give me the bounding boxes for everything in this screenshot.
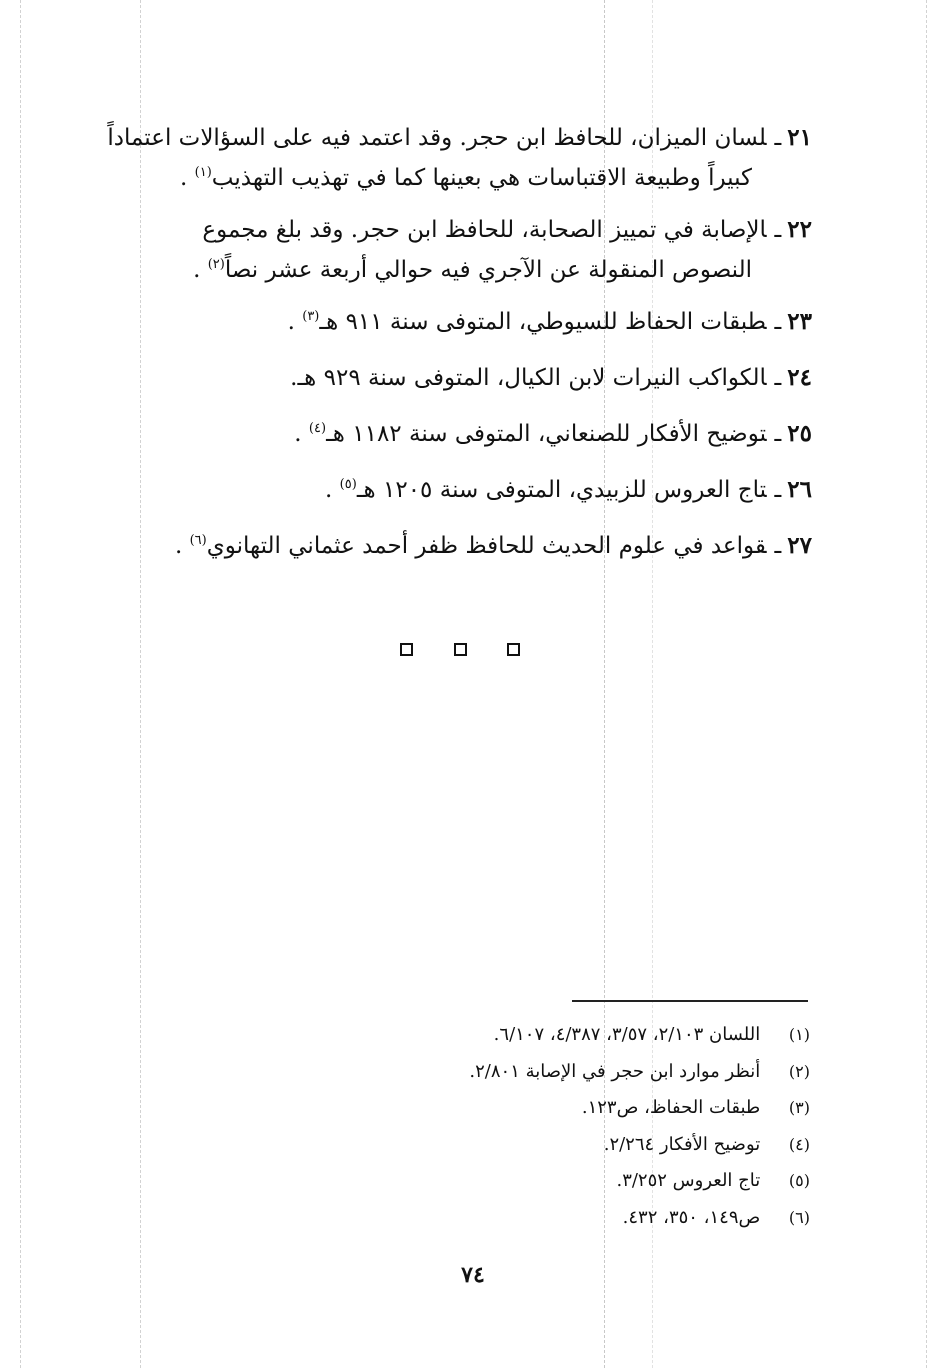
footnote-text: طبقات الحفاظ، ص١٢٣. — [581, 1097, 761, 1118]
list-item-24 — [104, 358, 812, 414]
item-text: الإصابة في تمييز الصحابة، للحافظ ابن حجر. وقد بلغ مجموع — [202, 217, 767, 243]
footnote-text: تاج العروس ٣/٢٥٢. — [616, 1170, 761, 1191]
hollow-square-icon — [507, 643, 520, 656]
list-item-26 — [104, 470, 812, 526]
item-continuation — [104, 158, 752, 198]
scan-guide-line — [926, 0, 927, 1368]
item-number: ٢١ — [787, 124, 812, 151]
item-dash: ـ — [774, 533, 782, 559]
item-dash: ـ — [774, 217, 782, 243]
footnote-6 — [300, 1200, 810, 1237]
item-number: ٢٣ — [787, 308, 812, 335]
footnote-marker[interactable]: (١) — [194, 165, 212, 180]
item-end-mark: . — [174, 533, 183, 559]
item-text: النصوص المنقولة عن الآجري فيه حوالي أربعة عشر نصاً — [224, 257, 752, 283]
item-text: كبيراً وطبيعة الاقتباسات هي بعينها كما في تهذيب التهذيب — [211, 165, 752, 191]
footnote-marker[interactable]: (٥) — [339, 477, 357, 492]
main-text — [104, 118, 812, 582]
footnote-marker[interactable]: (٢) — [207, 257, 225, 272]
footnote-5 — [300, 1163, 810, 1200]
footnote-4 — [300, 1127, 810, 1164]
list-item-23 — [104, 302, 812, 358]
footnote-marker[interactable]: (٣) — [302, 309, 320, 324]
footnote-marker[interactable]: (٤) — [308, 421, 327, 436]
item-dash: ـ — [774, 421, 782, 447]
hollow-square-icon — [454, 643, 467, 656]
item-number: ٢٦ — [787, 476, 812, 503]
footnote-number: (٣) — [788, 1098, 810, 1117]
item-dash: ـ — [774, 125, 782, 151]
footnote-number: (٢) — [788, 1061, 810, 1081]
item-dash: ـ — [774, 365, 782, 391]
footnote-2 — [300, 1054, 810, 1091]
item-end-mark: . — [287, 309, 295, 335]
footnote-1 — [300, 1017, 810, 1054]
item-end-mark: . — [193, 257, 201, 283]
footnote-marker[interactable]: (٦) — [189, 533, 207, 548]
list-item-25 — [104, 414, 812, 470]
footnote-number: (٥) — [788, 1171, 810, 1190]
list-item-21 — [104, 118, 812, 210]
item-text: طبقات الحفاظ للسيوطي، المتوفى سنة ٩١١ هـ — [319, 309, 767, 335]
footnote-number: (١) — [788, 1025, 810, 1044]
footnote-number: (٦) — [788, 1207, 810, 1227]
item-dash: ـ — [774, 309, 782, 335]
list-item-27 — [104, 526, 812, 582]
item-number: ٢٥ — [787, 420, 812, 447]
item-end-mark: . — [325, 477, 333, 503]
footnote-text: توضيح الأفكار ٢/٢٦٤. — [603, 1133, 761, 1155]
item-end-mark: . — [294, 421, 302, 447]
item-dash: ـ — [774, 477, 782, 503]
footnote-text: ص١٤٩، ٣٥٠، ٤٣٢. — [622, 1206, 761, 1228]
item-text: قواعد في علوم الحديث للحافظ ظفر أحمد عثماني التهانوي — [206, 533, 767, 559]
list-item-22 — [104, 210, 812, 302]
item-end-mark: . — [290, 365, 298, 391]
page-number: ٧٤ — [461, 1262, 485, 1288]
scan-guide-line — [20, 0, 21, 1368]
item-text: لسان الميزان، للحافظ ابن حجر. وقد اعتمد فيه على السؤالات اعتماداً — [107, 125, 767, 151]
footnote-3 — [300, 1090, 810, 1127]
footnote-number: (٤) — [788, 1134, 810, 1154]
hollow-square-icon — [400, 643, 413, 656]
footnote-divider — [572, 1000, 808, 1002]
item-number: ٢٧ — [787, 532, 812, 559]
item-text: توضيح الأفكار للصنعاني، المتوفى سنة ١١٨٢ هـ — [326, 421, 767, 447]
footnote-text: اللسان ٢/١٠٣، ٣/٥٧، ٤/٣٨٧، ٦/١٠٧. — [493, 1024, 761, 1045]
item-text: تاج العروس للزبيدي، المتوفى سنة ١٢٠٥ هـ — [356, 477, 767, 503]
item-continuation — [104, 250, 752, 290]
footnotes — [300, 1017, 810, 1236]
footnote-text: أنظر موارد ابن حجر في الإصابة ٢/٨٠١. — [469, 1060, 761, 1082]
item-text: الكواكب النيرات لابن الكيال، المتوفى سنة ٩٢٩ هـ — [297, 365, 767, 391]
item-number: ٢٢ — [787, 216, 812, 243]
section-separator — [400, 640, 520, 660]
item-number: ٢٤ — [787, 364, 812, 391]
item-end-mark: . — [180, 165, 188, 191]
